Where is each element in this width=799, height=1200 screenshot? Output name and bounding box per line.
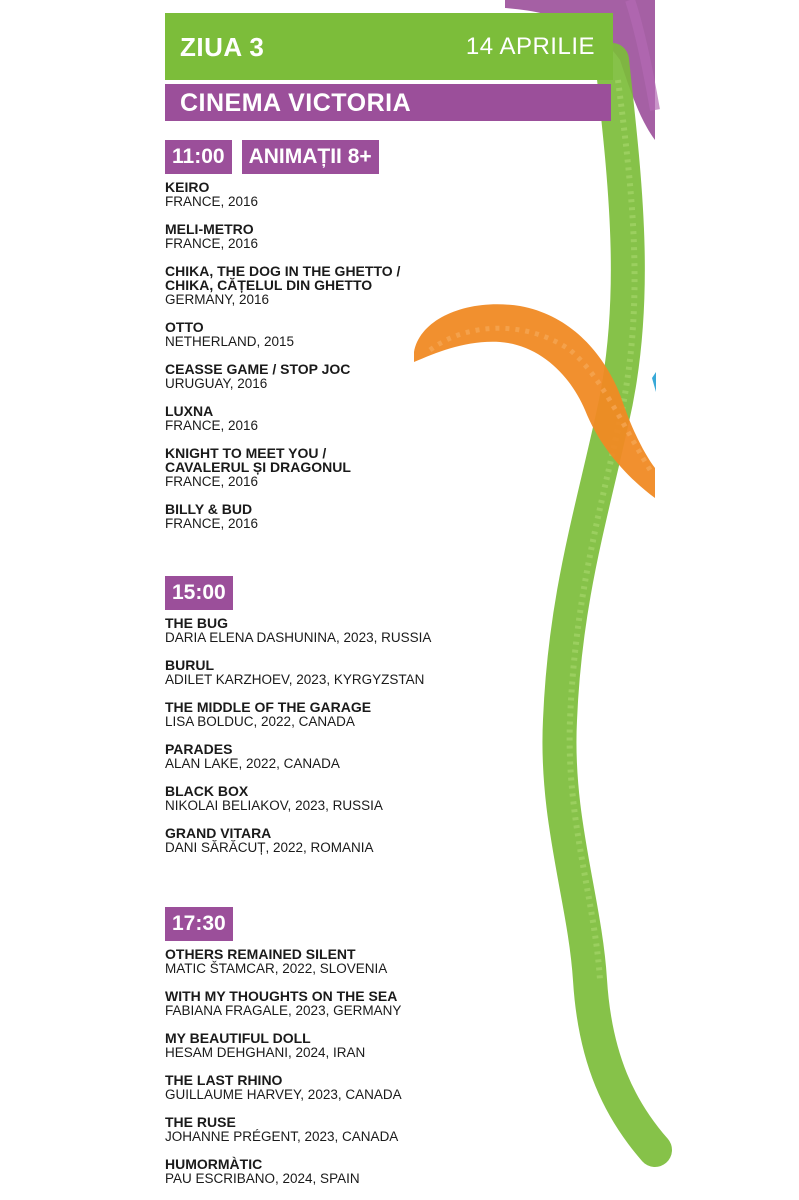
screening-block-1100: [165, 140, 605, 544]
film-meta: DANI SĂRĂCUȚ, 2022, ROMANIA: [165, 840, 374, 855]
time-tag-row: [165, 576, 605, 610]
cinema-header: [165, 84, 611, 121]
film-entry: [165, 1073, 605, 1102]
date-label: 14 APRILIE: [465, 33, 595, 60]
program-badge: ANIMAȚII 8+: [242, 140, 379, 174]
film-title: CHIKA, THE DOG IN THE GHETTO / CHIKA, CĂȚELUL DIN GHETTO: [165, 263, 401, 293]
time-tag-row: [165, 907, 605, 941]
time-badge: 17:30: [165, 907, 233, 941]
film-entry: [165, 404, 605, 433]
film-meta: FRANCE, 2016: [165, 516, 259, 531]
film-title: MELI-METRO: [165, 221, 254, 237]
time-badge: 15:00: [165, 576, 233, 610]
film-entry: [165, 947, 605, 976]
film-meta: FRANCE, 2016: [165, 194, 259, 209]
film-entry: [165, 784, 605, 813]
film-entry: [165, 1031, 605, 1060]
film-meta: GERMANY, 2016: [165, 292, 270, 307]
film-meta: NETHERLAND, 2015: [165, 334, 295, 349]
film-entry: [165, 700, 605, 729]
film-title: MY BEAUTIFUL DOLL: [165, 1030, 311, 1046]
film-entry: [165, 658, 605, 687]
film-entry: [165, 362, 605, 391]
day-header: [165, 13, 613, 80]
film-meta: DARIA ELENA DASHUNINA, 2023, RUSSIA: [165, 630, 432, 645]
film-title: OTHERS REMAINED SILENT: [165, 946, 356, 962]
film-meta: FRANCE, 2016: [165, 418, 259, 433]
film-title: BILLY & BUD: [165, 501, 253, 517]
film-meta: FRANCE, 2016: [165, 474, 259, 489]
film-title: THE RUSE: [165, 1114, 236, 1130]
film-entry: [165, 742, 605, 771]
film-entry: [165, 264, 605, 307]
film-meta: MATIC ŠTAMCAR, 2022, SLOVENIA: [165, 961, 388, 976]
film-meta: PAU ESCRIBANO, 2024, SPAIN: [165, 1171, 360, 1186]
film-entry: [165, 989, 605, 1018]
film-title: KNIGHT TO MEET YOU / CAVALERUL ȘI DRAGONUL: [165, 445, 351, 475]
film-entry: [165, 826, 605, 855]
film-meta: JOHANNE PRÉGENT, 2023, CANADA: [165, 1129, 399, 1144]
film-entry: [165, 320, 605, 349]
cinema-name: CINEMA VICTORIA: [180, 89, 412, 117]
film-title: KEIRO: [165, 179, 210, 195]
film-entry: [165, 446, 605, 489]
film-title: HUMORMÀTIC: [165, 1156, 263, 1172]
film-meta: GUILLAUME HARVEY, 2023, CANADA: [165, 1087, 402, 1102]
screening-block-1500: [165, 576, 605, 868]
time-tag-row: [165, 140, 605, 174]
film-title: CEASSE GAME / STOP JOC: [165, 361, 351, 377]
film-entry: [165, 502, 605, 531]
film-meta: FRANCE, 2016: [165, 236, 259, 251]
film-meta: URUGUAY, 2016: [165, 376, 268, 391]
day-label: ZIUA 3: [180, 32, 265, 62]
film-title: THE LAST RHINO: [165, 1072, 283, 1088]
time-badge: 11:00: [165, 140, 232, 174]
film-entry: [165, 1157, 605, 1186]
film-meta: ADILET KARZHOEV, 2023, KYRGYZSTAN: [165, 672, 425, 687]
film-meta: NIKOLAI BELIAKOV, 2023, RUSSIA: [165, 798, 383, 813]
film-title: GRAND VITARA: [165, 825, 272, 841]
film-title: PARADES: [165, 741, 233, 757]
film-entry: [165, 1115, 605, 1144]
film-meta: FABIANA FRAGALE, 2023, GERMANY: [165, 1003, 402, 1018]
film-title: THE MIDDLE OF THE GARAGE: [165, 699, 372, 715]
film-meta: HESAM DEHGHANI, 2024, IRAN: [165, 1045, 366, 1060]
film-title: WITH MY THOUGHTS ON THE SEA: [165, 988, 398, 1004]
screening-block-1730: [165, 907, 605, 1199]
film-title: THE BUG: [165, 615, 228, 631]
film-entry: [165, 616, 605, 645]
film-title: BURUL: [165, 657, 214, 673]
film-entry: [165, 180, 605, 209]
film-title: OTTO: [165, 319, 204, 335]
film-meta: LISA BOLDUC, 2022, CANADA: [165, 714, 355, 729]
film-title: LUXNA: [165, 403, 214, 419]
film-meta: ALAN LAKE, 2022, CANADA: [165, 756, 340, 771]
film-title: BLACK BOX: [165, 783, 249, 799]
film-entry: [165, 222, 605, 251]
